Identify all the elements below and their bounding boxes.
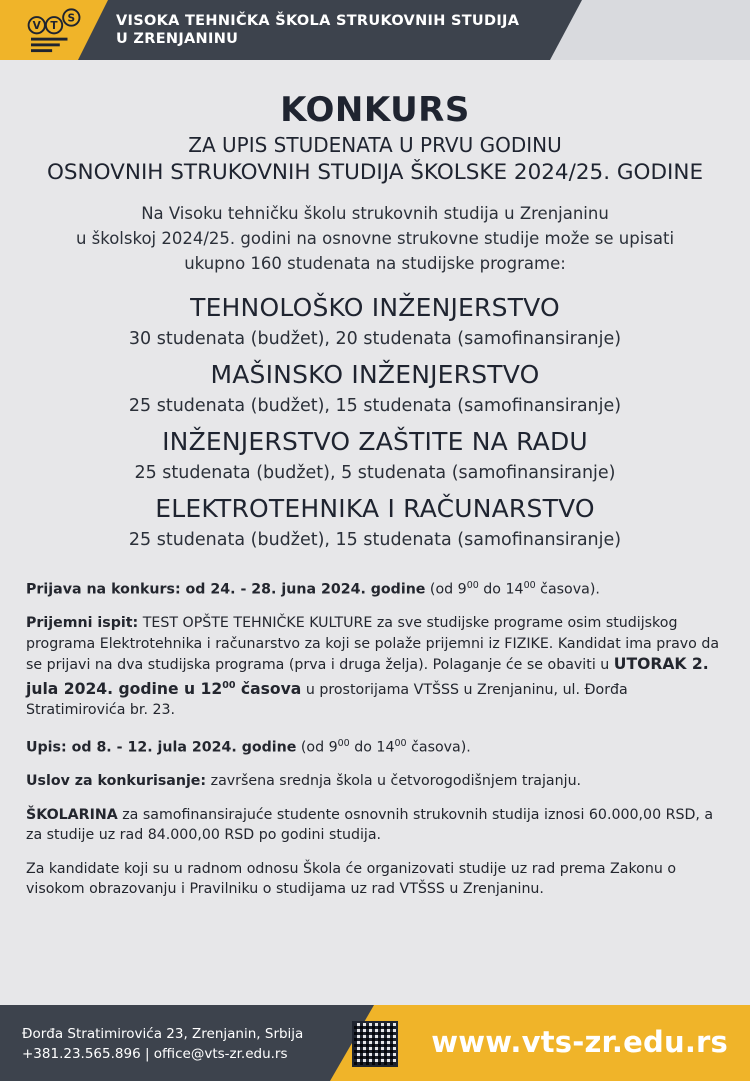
enrollment-paragraph [26, 734, 724, 758]
subtitle-line1: ZA UPIS STUDENATA U PRVU GODINU [188, 133, 562, 157]
tuition-paragraph [26, 805, 724, 846]
header [0, 0, 750, 60]
enrollment-hours-1: (od 9 [296, 739, 338, 756]
application-hours-mid: do 14 [478, 581, 524, 598]
enrollment-hours-end: časova). [406, 739, 471, 756]
content [0, 60, 750, 1005]
program-name: ELEKTROTEHNIKA I RAČUNARSTVO [155, 494, 595, 523]
employed-candidates-paragraph: Za kandidate koji su u radnom odnosu Škola će organizovati studije uz rad prema Zakonu o visokom obrazovanju i Pravilniku o studijama uz rad VTŠSS u Zrenjaninu. [26, 860, 677, 898]
program-quota: 25 studenata (budžet), 15 studenata (samofinansiranje) [128, 530, 622, 550]
program-quota: 25 studenata (budžet), 5 studenata (samofinansiranje) [134, 463, 616, 483]
entrance-exam-bold-sup: 00 [222, 679, 236, 691]
institution-title [116, 12, 586, 48]
svg-text:S: S [67, 12, 76, 25]
application-hours-sup-2: 00 [523, 580, 536, 591]
enrollment-hours-sup-1: 00 [337, 737, 350, 749]
intro-paragraph [22, 201, 728, 276]
qr-code-icon[interactable] [352, 1021, 398, 1067]
tuition-text: za samofinansirajuće studente osnovnih strukovnih studija iznosi 60.000,00 RSD, a za studije uz rad 84.000,00 RSD po godini studija. [26, 806, 714, 844]
application-hours-sup-1: 00 [466, 580, 479, 591]
svg-text:T: T [50, 20, 58, 33]
program-item [22, 491, 728, 554]
application-paragraph [26, 576, 724, 600]
entrance-exam-text-2: u prostorijama VTŠSS u Zrenjaninu, ul. Đorđa Stratimirovića br. 23. [26, 681, 628, 719]
intro-line3: ukupno 160 studenata na studijske programe: [184, 254, 566, 273]
intro-line2: u školskoj 2024/25. godini na osnovne strukovne studije može se upisati [75, 229, 675, 248]
enrollment-label: Upis: od 8. - 12. jula 2024. godine [26, 739, 297, 756]
entrance-exam-label: Prijemni ispit: [26, 615, 139, 632]
application-label: Prijava na konkurs: od 24. - 28. juna 2024. godine [26, 581, 426, 598]
entrance-exam-paragraph [26, 613, 724, 721]
tuition-label: ŠKOLARINA [26, 806, 118, 823]
program-item [22, 424, 728, 487]
program-name: MAŠINSKO INŽENJERSTVO [210, 360, 540, 389]
entrance-exam-bold-2: časova [235, 679, 302, 698]
subtitle-line2: OSNOVNIH STRUKOVNIH STUDIJA ŠKOLSKE 2024/25. GODINE [46, 160, 704, 185]
application-hours-end: časova). [535, 581, 600, 598]
entrance-exam-bold-1: UTORAK 2. jula 2024. godine u 12 [26, 655, 709, 698]
intro-line1: Na Visoku tehničku školu strukovnih studija u Zrenjaninu [141, 204, 609, 223]
requirements-label: Uslov za konkurisanje: [26, 773, 207, 790]
program-name: TEHNOLOŠKO INŽENJERSTVO [190, 293, 560, 322]
program-item [22, 290, 728, 353]
institution-title-line2: U ZRENJANINU [116, 31, 239, 47]
program-quota: 25 studenata (budžet), 15 studenata (samofinansiranje) [128, 396, 622, 416]
programs-list [22, 290, 728, 554]
footer [0, 1005, 750, 1081]
institution-title-line1: VISOKA TEHNIČKA ŠKOLA STRUKOVNIH STUDIJA [116, 13, 520, 29]
program-quota: 30 studenata (budžet), 20 studenata (samofinansiranje) [128, 329, 622, 349]
page-title: KONKURS [280, 90, 470, 130]
details-section [22, 576, 728, 900]
vts-logo-icon [26, 6, 84, 54]
application-hours-1: (od 9 [425, 581, 467, 598]
entrance-exam-text-1: TEST OPŠTE TEHNIČKE KULTURE za sve studijske programe osim studijskog programa Elektrotehnika i računarstvo za koji se polaže prijemni iz FIZIKE. Kandidat ima pravo da se prijavi na dva studijska programa (prva i druga želja). Polaganje će se obaviti u [26, 615, 720, 674]
enrollment-hours-sup-2: 00 [394, 737, 407, 749]
enrollment-hours-mid: do 14 [349, 739, 395, 756]
svg-text:V: V [32, 20, 41, 33]
website-url[interactable]: www.vts-zr.edu.rs [431, 1025, 728, 1059]
requirements-paragraph [26, 771, 724, 792]
footer-contact-block [22, 1024, 303, 1064]
program-item [22, 357, 728, 420]
footer-contact: +381.23.565.896 | office@vts-zr.edu.rs [22, 1046, 288, 1062]
program-name: INŽENJERSTVO ZAŠTITE NA RADU [162, 427, 588, 456]
footer-address: Đorđa Stratimirovića 23, Zrenjanin, Srbija [22, 1026, 304, 1042]
requirements-text: završena srednja škola u četvorogodišnjem trajanju. [206, 773, 582, 790]
